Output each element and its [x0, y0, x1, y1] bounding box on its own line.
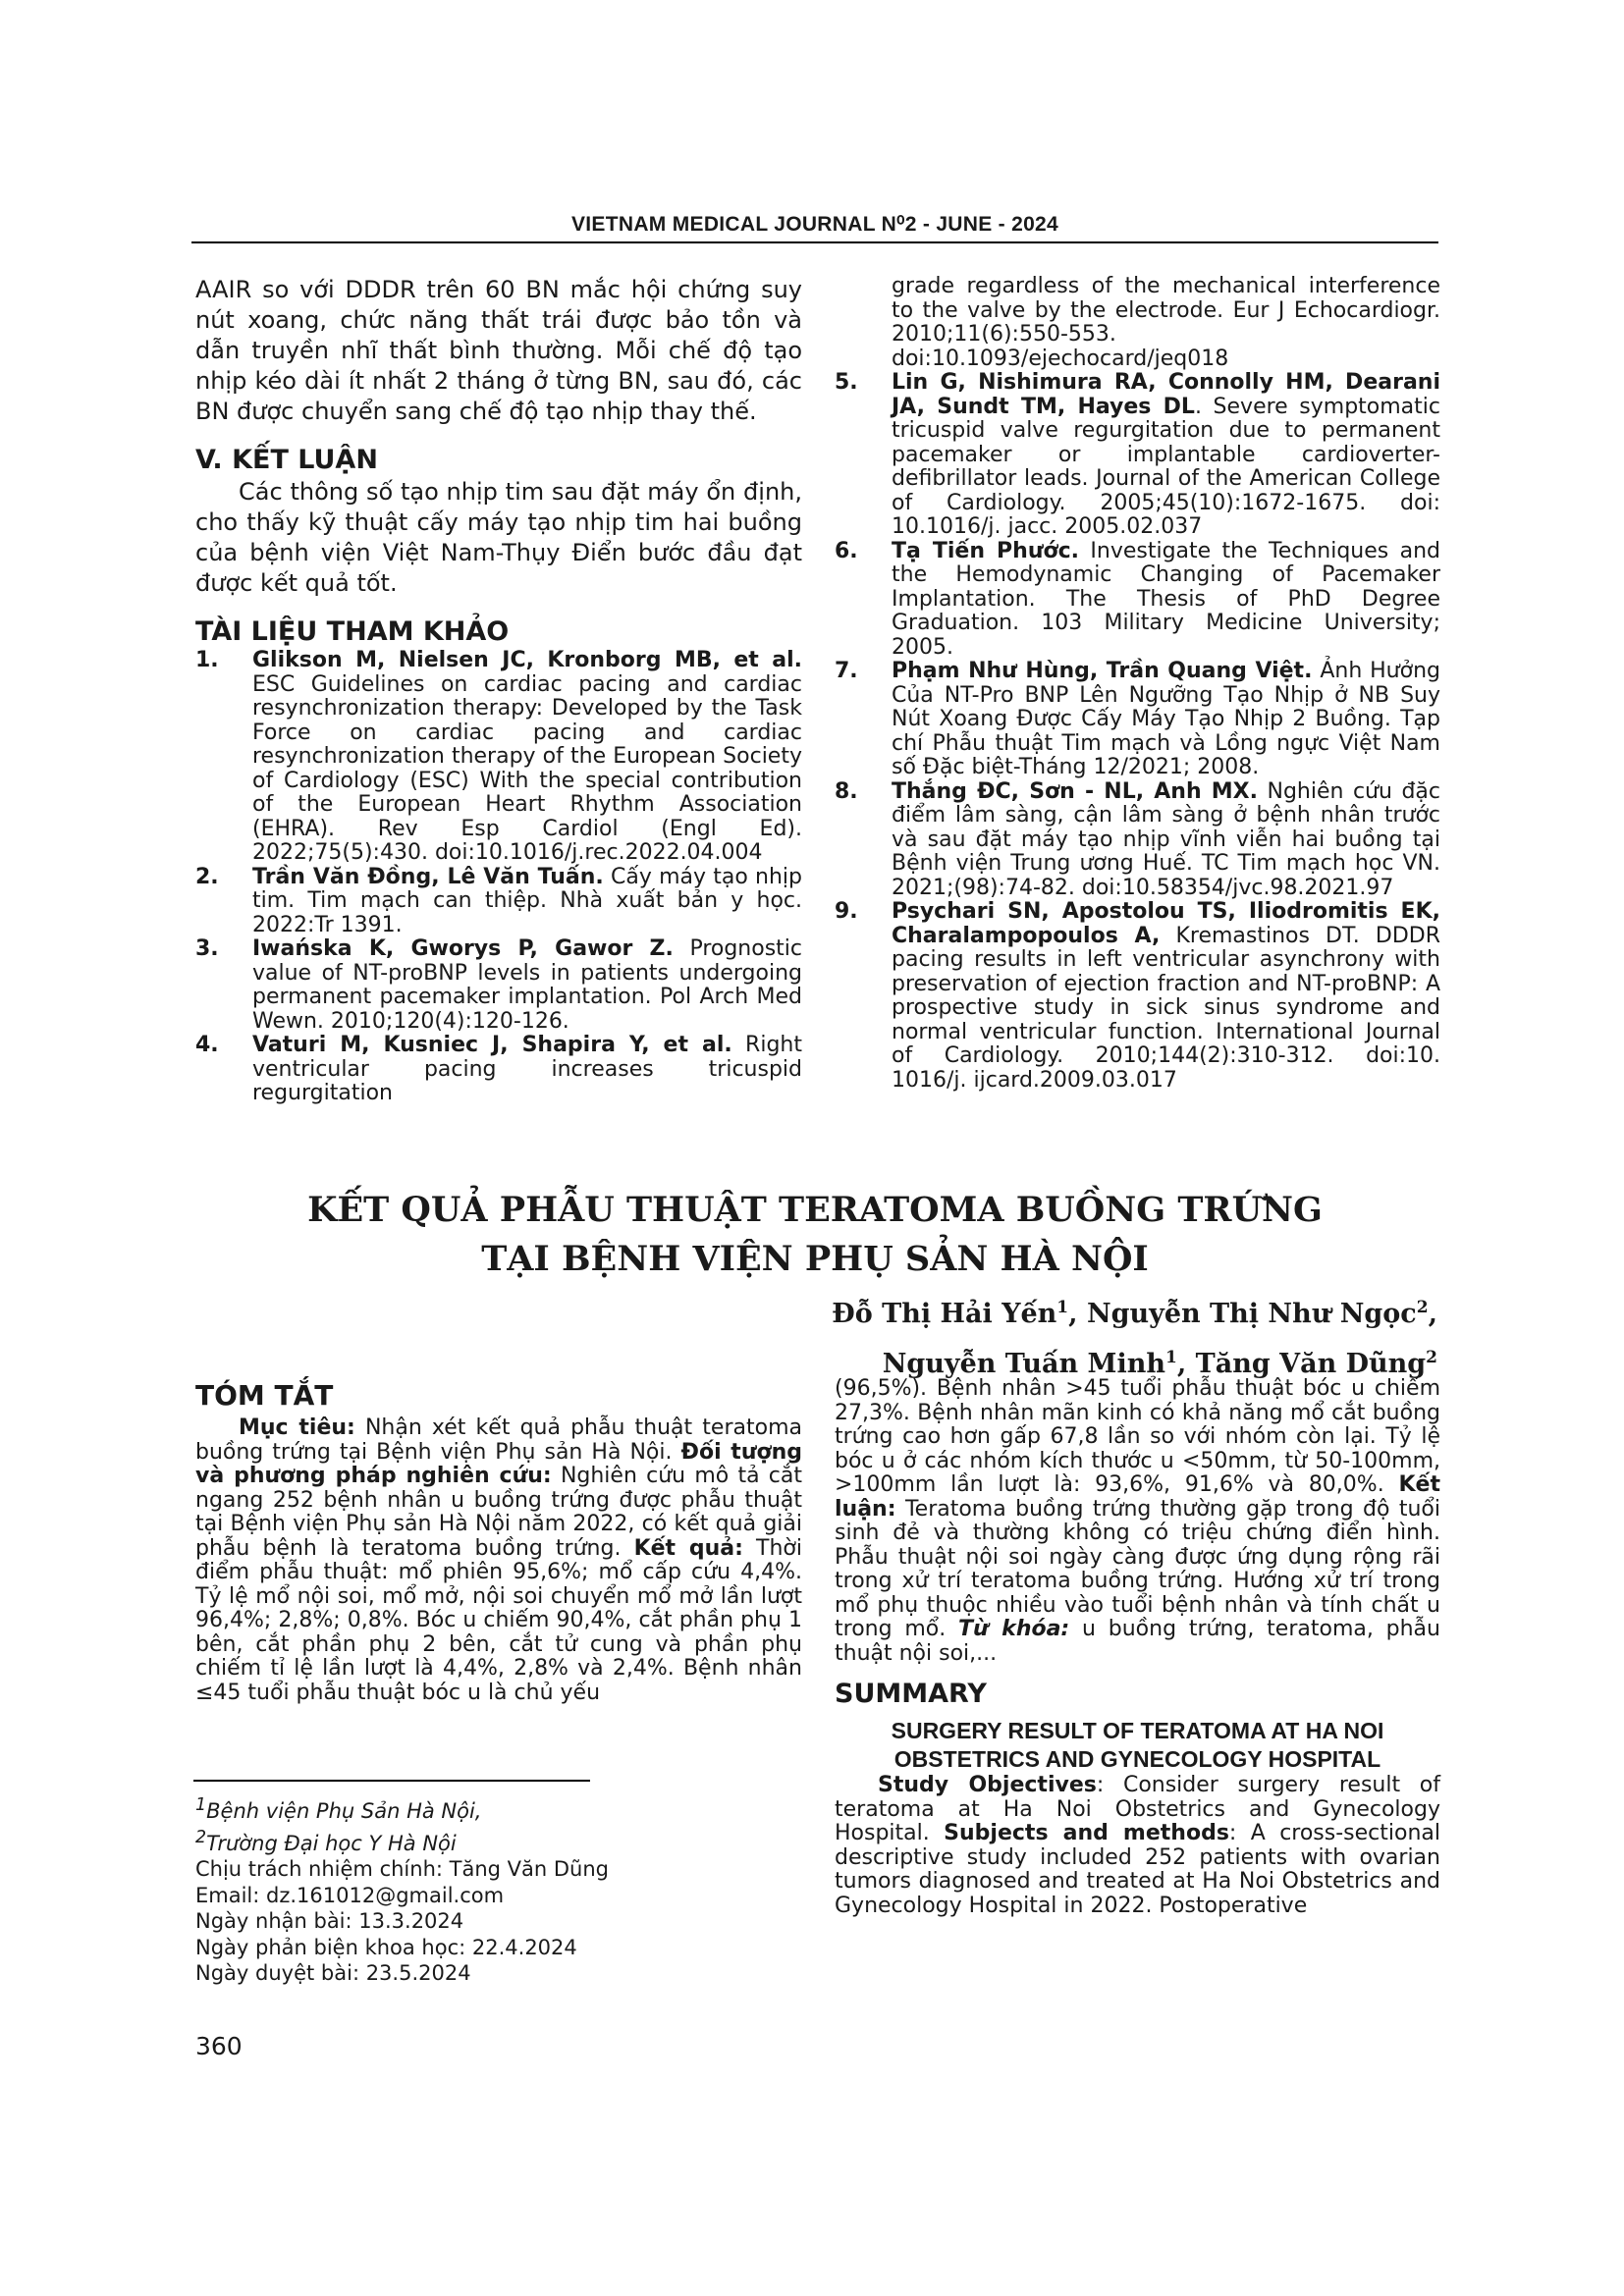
abstract-heading: TÓM TẮT	[195, 1379, 334, 1412]
reference-number: 1.	[195, 648, 219, 672]
reference-item	[835, 660, 1440, 780]
reference-number: 6.	[835, 538, 858, 563]
author-name: Nguyễn Thị Như Ngọc	[1086, 1299, 1417, 1329]
right-top-column	[835, 275, 1440, 1093]
conclusion-text: Teratoma buồng trứng thường gặp trong độ tuổi sinh đẻ và thường không có triệu chứng điển hình. Phẫu thuật nội soi ngày càng được ứng dụng rộng rãi trong xử trí teratoma buồng trứng. Hướng xử trí trong mổ phụ thuộc nhiều vào tuổi bệnh nhân và tính chất u trong mổ.	[835, 1496, 1440, 1641]
reference-text: ESC Guidelines on cardiac pacing and cardiac resynchronization therapy: Developed by the Task Force on cardiac pacing and cardiac resynchronization therapy of the European Society of Cardiology (ESC) With the special contribution of the European Heart Rhythm Association (EHRA). Rev Esp Cardiol (Engl Ed). 2022;75(5):430. doi:10.1016/j.rec.2022.04.004	[252, 671, 802, 865]
affiliation-text: Bệnh viện Phụ Sản Hà Nội,	[206, 1799, 482, 1823]
reference-item	[195, 649, 802, 866]
reference-authors: Glikson M, Nielsen JC, Kronborg MB, et al.	[252, 648, 802, 672]
objective-text: Nhận xét kết quả phẫu thuật teratoma buồng trứng tại Bệnh viện Phụ sản Hà Nội.	[195, 1415, 802, 1465]
reference-item	[835, 900, 1440, 1093]
reference-authors: Thắng ĐC, Sơn - NL, Anh MX.	[892, 778, 1258, 804]
keywords-text: u buồng trứng, teratoma, phẫu thuật nội soi,...	[835, 1617, 1440, 1666]
reference-text: Ảnh Hưởng Của NT-Pro BNP Lên Ngưỡng Tạo Nhịp ở NB Suy Nút Xoang Được Cấy Máy Tạo Nhịp 2 Buồng. Tạp chí Phẫu thuật Tim mạch và Lồng ngực Việt Nam số Đặc biệt-Tháng 12/2021; 2008.	[892, 659, 1440, 779]
author-separator: ,	[1176, 1349, 1196, 1379]
date-accepted: Ngày duyệt bài: 23.5.2024	[195, 1961, 471, 1985]
reference-authors: Phạm Như Hùng, Trần Quang Việt.	[892, 659, 1313, 683]
references-heading: TÀI LIỆU THAM KHẢO	[195, 616, 510, 647]
abstract-right-column	[835, 1377, 1440, 1918]
summary-paragraph	[835, 1774, 1440, 1918]
summary-title-line-2: OBSTETRICS AND GYNECOLOGY HOSPITAL	[893, 1746, 1381, 1772]
reference-number: 4.	[195, 1033, 219, 1057]
study-objectives-text: : Consider surgery result of teratoma at Ha Noi Obstetrics and Gynecology Hospital.	[835, 1773, 1440, 1845]
reference-text: Prognostic value of NT-proBNP levels in patients undergoing permanent pacemaker implantation. Pol Arch Med Wewn. 2010;120(4):120-126.	[252, 936, 803, 1034]
affiliation-mark: 1	[1056, 1298, 1069, 1317]
study-objectives-label: Study Objectives	[878, 1773, 1097, 1797]
reference-item	[835, 540, 1440, 661]
discussion-paragraph: AAIR so với DDDR trên 60 BN mắc hội chứng suy nút xoang, chức năng thất trái được bảo tồn và dẫn truyền nhĩ thất bình thường. Mỗi chế độ tạo nhịp kéo dài ít nhất 2 tháng ở từng BN, sau đó, các BN được chuyển sang chế độ tạo nhịp thay thế.	[195, 276, 802, 425]
summary-heading: SUMMARY	[835, 1679, 987, 1709]
subjects-methods-label: Subjects and methods	[944, 1821, 1229, 1845]
reference-authors: Lin G, Nishimura RA, Connolly HM, Dearani JA, Sundt TM, Hayes DL	[892, 370, 1440, 419]
reference-item	[835, 371, 1440, 540]
reference-item	[195, 937, 802, 1034]
summary-title-line-1: SURGERY RESULT OF TERATOMA AT HA NOI	[891, 1718, 1384, 1743]
reference-authors: Psychari SN, Apostolou TS, Iliodromitis EK, Charalampopoulos A,	[892, 899, 1440, 948]
affiliation-mark: 2	[195, 1827, 207, 1847]
summary-title	[835, 1717, 1440, 1774]
date-reviewed: Ngày phản biện khoa học: 22.4.2024	[195, 1935, 577, 1959]
reference-number: 9.	[835, 899, 858, 924]
abstract-paragraph	[195, 1416, 802, 1705]
reference-text: Nghiên cứu đặc điểm lâm sàng, cận lâm sàng ở bệnh nhân trước và sau đặt máy tạo nhịp vĩnh viễn hai buồng tại Bệnh viện Trung ương Huế. TC Tim mạch học VN. 2021;(98):74-82. doi:10.58354/jvc.98.2021.97	[892, 778, 1440, 900]
affiliation-mark: 2	[1416, 1298, 1429, 1317]
affiliation-text: Trường Đại học Y Hà Nội	[206, 1831, 457, 1855]
reference-authors: Trần Văn Đồng, Lê Văn Tuấn.	[252, 864, 604, 889]
results-text: Thời điểm phẫu thuật: mổ phiên 95,6%; mổ cấp cứu 4,4%. Tỷ lệ mổ nội soi, mổ mở, nội soi chuyển mổ mở lần lượt 96,4%; 2,8%; 0,8%. Bóc u chiếm 90,4%, cắt phần phụ 1 bên, cắt phần phụ 2 bên, cắt tử cung và phần phụ chiếm tỉ lệ lần lượt là 4,4%, 2,8% và 2,4%. Bệnh nhân ≤45 tuổi phẫu thuật bóc u là chủ yếu	[195, 1535, 803, 1705]
author-name: Tăng Văn Dũng	[1195, 1349, 1427, 1379]
references-list-left	[195, 649, 802, 1106]
reference-number: 3.	[195, 936, 219, 961]
article-title-line-2: TẠI BỆNH VIỆN PHỤ SẢN HÀ NỘI	[481, 1239, 1149, 1279]
conclusion-label: Kết luận:	[835, 1472, 1440, 1522]
reference-number: 8.	[835, 778, 858, 804]
author-separator: ,	[1068, 1299, 1087, 1329]
left-top-column	[195, 275, 802, 1106]
reference-item	[835, 780, 1440, 901]
affiliation-1	[195, 1792, 883, 1825]
reference-continuation: grade regardless of the mechanical interference to the valve by the electrode. Eur J Echocardiogr. 2010;11(6):550-553. doi:10.1093/ejechocard/jeq018	[892, 274, 1440, 371]
affiliation-mark: 1	[1164, 1348, 1177, 1367]
reference-text: Cấy máy tạo nhịp tim. Tim mạch can thiệp. Nhà xuất bản y học. 2022:Tr 1391.	[252, 864, 802, 937]
page-number: 360	[195, 2032, 243, 2060]
header-rule	[191, 241, 1438, 243]
affiliation-2	[195, 1825, 883, 1857]
reference-authors: Iwańska K, Gworys P, Gawor Z.	[252, 936, 674, 961]
reference-text: Right ventricular pacing increases tricuspid regurgitation	[252, 1033, 802, 1105]
reference-text: Investigate the Techniques and the Hemodynamic Changing of Pacemaker Implantation. The Thesis of PhD Degree Graduation. 103 Military Medicine University; 2005.	[892, 538, 1441, 660]
article-authors	[832, 1286, 1437, 1386]
subjects-methods-text: : A cross-sectional descriptive study included 252 patients with ovarian tumors diagnosed and treated at Ha Noi Obstetrics and Gynecology Hospital in 2022. Postoperative	[835, 1821, 1440, 1918]
reference-number: 2.	[195, 864, 219, 889]
abstract-continuation	[835, 1377, 1440, 1666]
date-received: Ngày nhận bài: 13.3.2024	[195, 1909, 464, 1933]
email: Email: dz.161012@gmail.com	[195, 1883, 505, 1907]
conclusion-text: Các thông số tạo nhịp tim sau đặt máy ổn định, cho thấy kỹ thuật cấy máy tạo nhịp tim hai buồng của bệnh viện Việt Nam-Thụy Điển bước đầu đạt được kết quả tốt.	[195, 478, 802, 597]
footnotes	[195, 1792, 883, 1987]
affiliation-mark: 2	[1426, 1348, 1437, 1367]
methods-text: Nghiên cứu mô tả cắt ngang 252 bệnh nhân u buồng trứng được phẫu thuật tại Bệnh viện Phụ sản Hà Nội năm 2022, có kết quả giải phẫu bệnh là teratoma buồng trứng.	[195, 1464, 802, 1561]
results-label: Kết quả:	[633, 1535, 743, 1561]
abstract-left-column	[195, 1379, 802, 1705]
corresponding-author: Chịu trách nhiệm chính: Tăng Văn Dũng	[195, 1857, 609, 1881]
article-title-line-1: KẾT QUẢ PHẪU THUẬT TERATOMA BUỒNG TRỨNG	[307, 1190, 1323, 1230]
reference-item	[195, 1034, 802, 1106]
keywords-label: Từ khóa:	[958, 1617, 1070, 1641]
running-head: VIETNAM MEDICAL JOURNAL N⁰2 - JUNE - 2024	[570, 213, 1059, 236]
reference-text: . Severe symptomatic tricuspid valve regurgitation due to permanent pacemaker or implantable cardioverter-defibrillator leads. Journal of the American College of Cardiology. 2005;45(10):1672-1675. doi: 10.1016/j. jacc. 2005.02.037	[892, 394, 1441, 539]
methods-label: Đối tượng và phương pháp nghiên cứu:	[195, 1439, 803, 1488]
author-name: Đỗ Thị Hải Yến	[832, 1299, 1057, 1329]
conclusion-heading: V. KẾT LUẬN	[195, 445, 378, 475]
reference-number: 5.	[835, 370, 858, 395]
results-text-continued: (96,5%). Bệnh nhân >45 tuổi phẫu thuật bóc u chiếm 27,3%. Bệnh nhân mãn kinh có khả năng mổ cắt buồng trứng cao hơn gấp 67,8 lần so với nhóm còn lại. Tỷ lệ bóc u ở các nhóm kích thước u <50mm, từ 50-100mm, >100mm lần lượt là: 93,6%, 91,6% và 80,0%.	[835, 1376, 1440, 1497]
references-list-right	[835, 371, 1440, 1093]
reference-number: 7.	[835, 659, 858, 683]
objective-label: Mục tiêu:	[239, 1415, 355, 1440]
footnote-rule	[193, 1780, 590, 1782]
affiliation-mark: 1	[195, 1795, 207, 1815]
reference-authors: Vaturi M, Kusniec J, Shapira Y, et al.	[252, 1033, 732, 1057]
author-name: Nguyễn Tuấn Minh	[882, 1349, 1165, 1379]
reference-authors: Tạ Tiến Phước.	[892, 538, 1080, 563]
article-title	[191, 1186, 1438, 1284]
authors-line-1	[832, 1286, 1437, 1336]
reference-item	[195, 866, 802, 938]
reference-text: Kremastinos DT. DDDR pacing results in left ventricular asynchrony with preservation of ejection fraction and NT-proBNP: A prospective study in sick sinus syndrome and normal ventricular function. International Journal of Cardiology. 2010;144(2):310-312. doi:10. 1016/j. ijcard.2009.03.017	[892, 923, 1441, 1093]
author-separator: ,	[1428, 1299, 1437, 1329]
